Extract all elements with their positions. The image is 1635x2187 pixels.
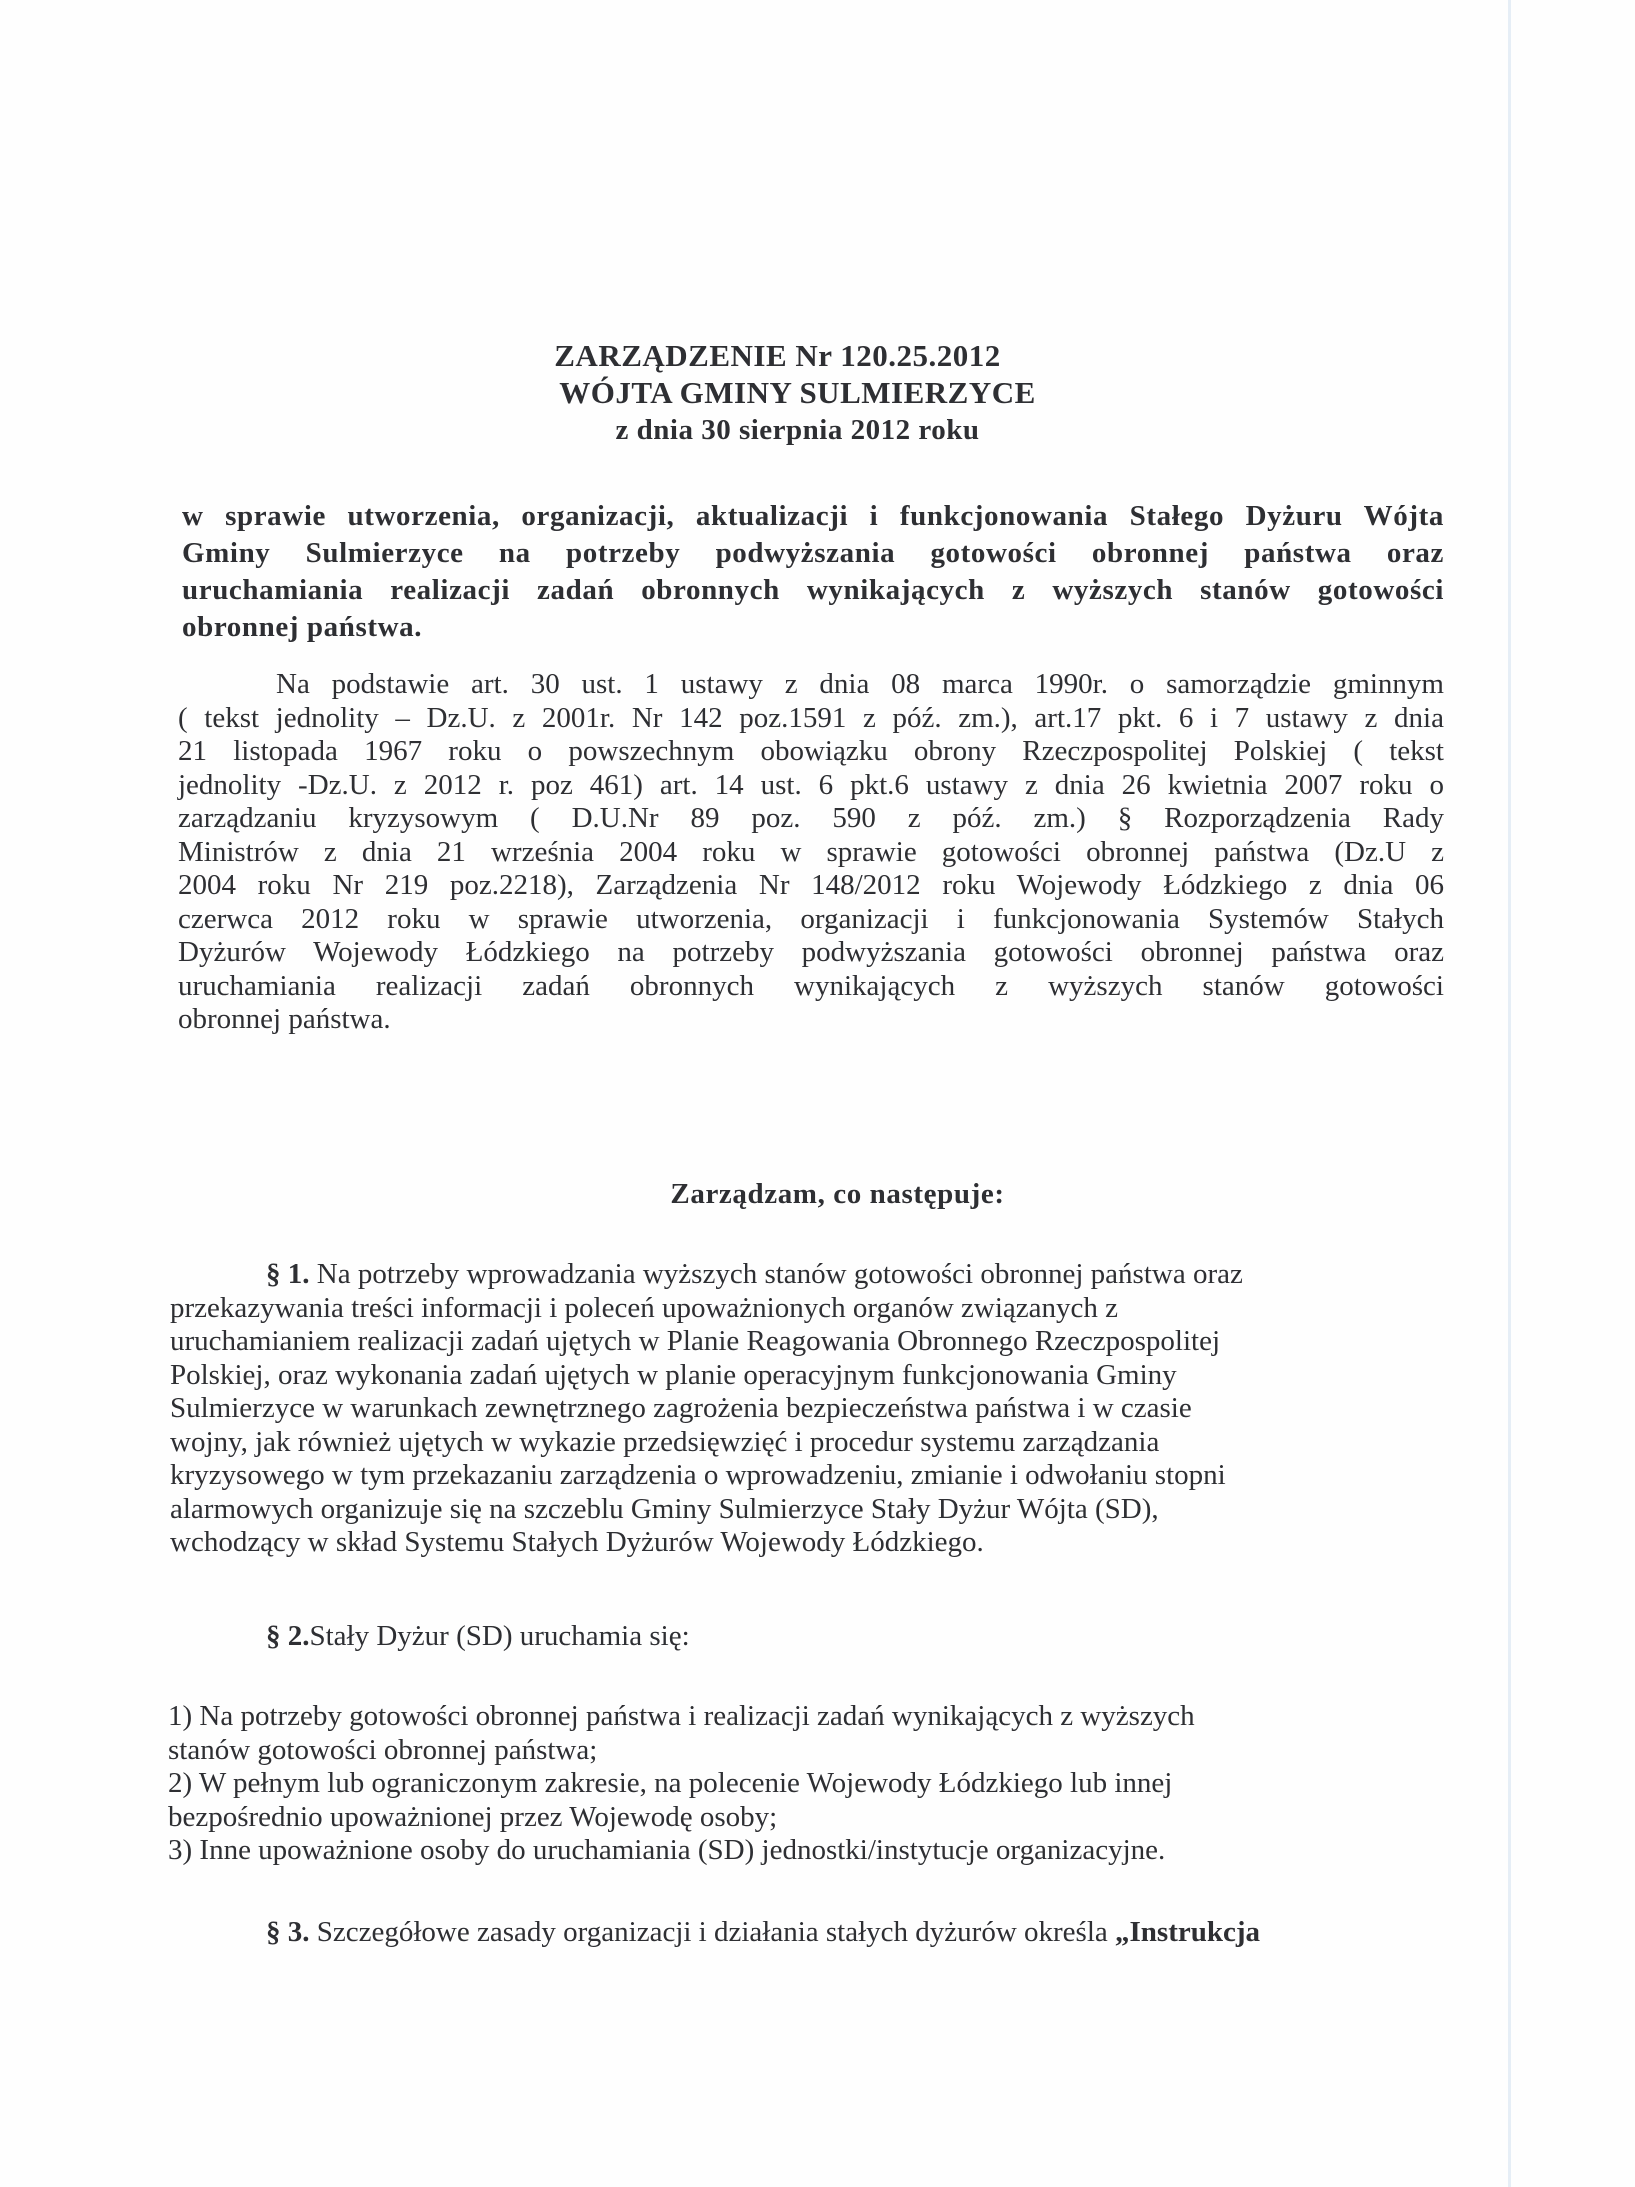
section-2-marker: § 2.: [266, 1620, 310, 1652]
section-1-text: Na potrzeby wprowadzania wyższych stanów gotowości obronnej państwa oraz: [309, 1258, 1243, 1290]
preamble-line: uruchamiania realizacji zadań obronnych wynikających z wyższych stanów gotowości: [178, 969, 1444, 1002]
section-1-line: alarmowych organizuje się na szczeblu Gminy Sulmierzyce Stały Dyżur Wójta (SD),: [170, 1492, 1159, 1525]
scan-edge-line: [1508, 0, 1511, 2187]
activation-list: [168, 1700, 1448, 1868]
section-1-line: wchodzący w skład Systemu Stałych Dyżurów Wojewody Łódzkiego.: [170, 1526, 984, 1558]
list-item: stanów gotowości obronnej państwa;: [168, 1733, 598, 1766]
section-3-text: Szczegółowe zasady organizacji i działania stałych dyżurów określa: [309, 1916, 1116, 1948]
section-2-text: Stały Dyżur (SD) uruchamia się:: [309, 1620, 690, 1652]
section-1-line: Sulmierzyce w warunkach zewnętrznego zagrożenia bezpieczeństwa państwa i w czasie: [170, 1392, 1192, 1424]
section-3-line: [170, 1916, 1440, 1950]
section-1-line: kryzysowego w tym przekazaniu zarządzenia o wprowadzeniu, zmianie i odwołaniu stopni: [170, 1459, 1226, 1491]
decree-date: z dnia 30 sierpnia 2012 roku: [615, 414, 980, 446]
section-1-line: przekazywania treści informacji i poleceń upoważnionych organów związanych z: [170, 1291, 1118, 1324]
section-1-first-line: [170, 1258, 1440, 1292]
decree-subject: [182, 498, 1444, 646]
section-1-line: wojny, jak również ujętych w wykazie przedsięwzięć i procedur systemu zarządzania: [170, 1425, 1160, 1458]
preamble-line: 2004 roku Nr 219 poz.2218), Zarządzenia Nr 148/2012 roku Wojewody Łódzkiego z dnia 06: [178, 869, 1444, 901]
section-2: [170, 1620, 1440, 1654]
list-item: bezpośrednio upoważnionej przez Wojewodę osoby;: [168, 1800, 778, 1833]
section-1-line: uruchamianiem realizacji zadań ujętych w Planie Reagowania Obronnego Rzeczpospolitej: [170, 1325, 1221, 1357]
list-item: 3) Inne upoważnione osoby do uruchamiania (SD) jednostki/instytucje organizacyjne.: [168, 1834, 1166, 1866]
preamble-line: jednolity -Dz.U. z 2012 r. poz 461) art. 14 ust. 6 pkt.6 ustawy z dnia 26 kwietnia 2007 roku o: [178, 768, 1444, 801]
subject-line: uruchamiania realizacji zadań obronnych wynikających z wyższych stanów gotowości: [182, 574, 1444, 606]
list-item: 1) Na potrzeby gotowości obronnej państwa i realizacji zadań wynikających z wyższych: [168, 1700, 1195, 1732]
preamble-line: Dyżurów Wojewody Łódzkiego na potrzeby podwyższania gotowości obronnej państwa oraz: [178, 936, 1444, 968]
subject-line: Gminy Sulmierzyce na potrzeby podwyższania gotowości obronnej państwa oraz: [182, 537, 1444, 569]
preamble-line: czerwca 2012 roku w sprawie utworzenia, organizacji i funkcjonowania Systemów Stałych: [178, 902, 1444, 935]
section-2-line: [170, 1620, 1440, 1654]
subject-line: obronnej państwa.: [182, 611, 423, 643]
section-1: [170, 1258, 1440, 1560]
legal-basis-paragraph: [178, 668, 1444, 1037]
preamble-line: Na podstawie art. 30 ust. 1 ustawy z dnia 08 marca 1990r. o samorządzie gminnym: [276, 668, 1444, 700]
section-3-bold-tail: „Instrukcja: [1115, 1916, 1261, 1948]
preamble-line: ( tekst jednolity – Dz.U. z 2001r. Nr 142 poz.1591 z póź. zm.), art.17 pkt. 6 i 7 ustawy z dnia: [178, 701, 1444, 734]
section-3: [170, 1916, 1440, 1950]
section-1-line: Polskiej, oraz wykonania zadań ujętych w planie operacyjnym funkcjonowania Gminy: [170, 1358, 1177, 1391]
preamble-line: 21 listopada 1967 roku o powszechnym obowiązku obrony Rzeczpospolitej Polskiej ( tekst: [178, 735, 1444, 767]
preamble-line: Ministrów z dnia 21 września 2004 roku w sprawie gotowości obronnej państwa (Dz.U z: [178, 835, 1444, 868]
issuer-title: WÓJTA GMINY SULMIERZYCE: [559, 375, 1036, 410]
list-item: 2) W pełnym lub ograniczonym zakresie, na polecenie Wojewody Łódzkiego lub innej: [168, 1767, 1173, 1799]
decree-number: ZARZĄDZENIE Nr 120.25.2012: [554, 338, 1001, 373]
section-3-marker: § 3.: [266, 1916, 310, 1948]
preamble-line: obronnej państwa.: [178, 1003, 391, 1035]
subject-line: w sprawie utworzenia, organizacji, aktualizacji i funkcjonowania Stałego Dyżuru Wójta: [182, 500, 1444, 532]
decree-heading: Zarządzam, co następuje:: [670, 1178, 1005, 1210]
section-1-marker: § 1.: [266, 1258, 310, 1290]
preamble-line: zarządzaniu kryzysowym ( D.U.Nr 89 poz. 590 z póź. zm.) § Rozporządzenia Rady: [178, 802, 1444, 834]
